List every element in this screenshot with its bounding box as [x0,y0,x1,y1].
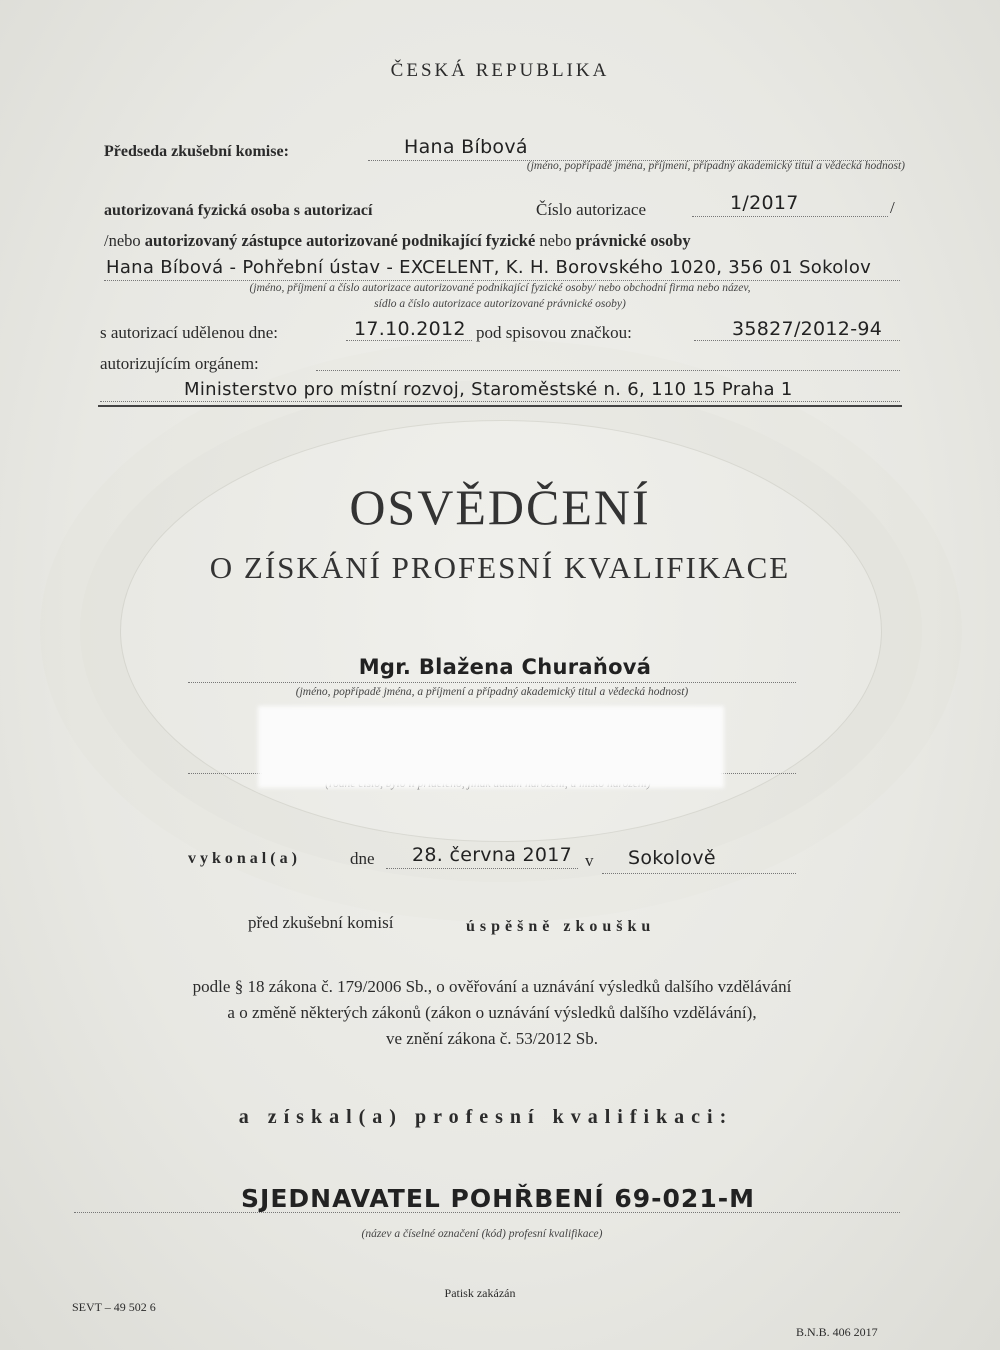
country-header: ČESKÁ REPUBLIKA [390,60,610,81]
place-dotted-line [602,873,796,874]
qualification-value: SJEDNAVATEL POHŘBENÍ 69-021-M [241,1184,755,1213]
granted-dotted-line [346,340,472,341]
law-text [0,974,984,1052]
or-prefix: /nebo [104,231,141,250]
header-rule [98,405,902,407]
entity-dotted-line [104,280,900,281]
qualification-note: (název a číselné označení (kód) profesní kvalifikace) [361,1228,603,1240]
organ-label: autorizujícím orgánem: [100,354,259,373]
holder-name-note: (jméno, popřípadě jména, a příjmení a případný akademický titul a vědecká hodnost) [295,686,689,698]
representative-line [104,231,691,251]
qualification-heading: a získal(a) profesní kvalifikaci: [238,1106,734,1128]
file-value: 35827/2012-94 [732,318,883,340]
organ-dotted-line-2 [100,401,900,402]
number-value: 1/2017 [730,192,799,214]
legal-label: právnické osoby [575,231,691,250]
performed-label: vykonal(a) [188,850,301,867]
organ-dotted-line-1 [316,370,900,371]
sevt-code: SEVT – 49 502 6 [72,1300,156,1314]
granted-value: 17.10.2012 [354,318,466,340]
certificate-title: OSVĚDČENÍ [349,479,651,535]
file-dotted-line [694,340,900,341]
number-slash: / [890,198,895,217]
entity-note-2: sídlo a číslo autorizace autorizované právnické osoby) [374,298,626,310]
entity-note-1: (jméno, příjmení a číslo autorizace autorizované podnikající fyzické osoby/ nebo obchodní firma nebo název, [249,282,751,294]
granted-label: s autorizací udělenou dne: [100,323,278,342]
entity-value: Hana Bíbová - Pohřební ústav - EXCELENT, K. H. Borovského 1020, 356 01 Sokolov [106,257,872,278]
reprint-notice: Patisk zakázán [444,1286,516,1300]
success-text: úspěšně zkoušku [466,918,656,935]
exam-place: Sokolově [628,847,716,869]
date-prefix: dne [350,849,375,868]
redacted-birth-data [258,706,724,788]
chair-note: (jméno, popřípadě jména, příjmení, případný akademický titul a vědecká hodnost) [526,160,905,172]
law-line-3: ve znění zákona č. 53/2012 Sb. [386,1029,598,1048]
representative-label: autorizovaný zástupce autorizované podnikající fyzické [144,231,536,250]
holder-name: Mgr. Blažena Churaňová [358,655,652,679]
law-line-2: a o změně některých zákonů (zákon o uznávání výsledků dalšího vzdělávání), [227,1003,757,1022]
certificate-subtitle: O ZÍSKÁNÍ PROFESNÍ KVALIFIKACE [209,550,791,585]
committee-text: před zkušební komisí [248,913,394,932]
number-label: Číslo autorizace [536,200,646,219]
number-dotted-line [692,216,888,217]
person-label: autorizovaná fyzická osoba s autorizací [104,202,373,219]
chair-value: Hana Bíbová [404,136,528,158]
chair-label: Předseda zkušební komise: [104,143,289,160]
date-dotted-line [386,868,578,869]
exam-date: 28. června 2017 [412,844,573,866]
name-dotted-line [188,682,796,683]
or-word: nebo [539,231,572,250]
organ-value: Ministerstvo pro místní rozvoj, Staroměstské n. 6, 110 15 Praha 1 [184,379,793,400]
bnb-code: B.N.B. 406 2017 [796,1325,878,1339]
file-label: pod spisovou značkou: [476,323,632,342]
law-line-1: podle § 18 zákona č. 179/2006 Sb., o ověřování a uznávání výsledků dalšího vzdělávání [192,977,792,996]
place-prefix: v [585,851,594,870]
